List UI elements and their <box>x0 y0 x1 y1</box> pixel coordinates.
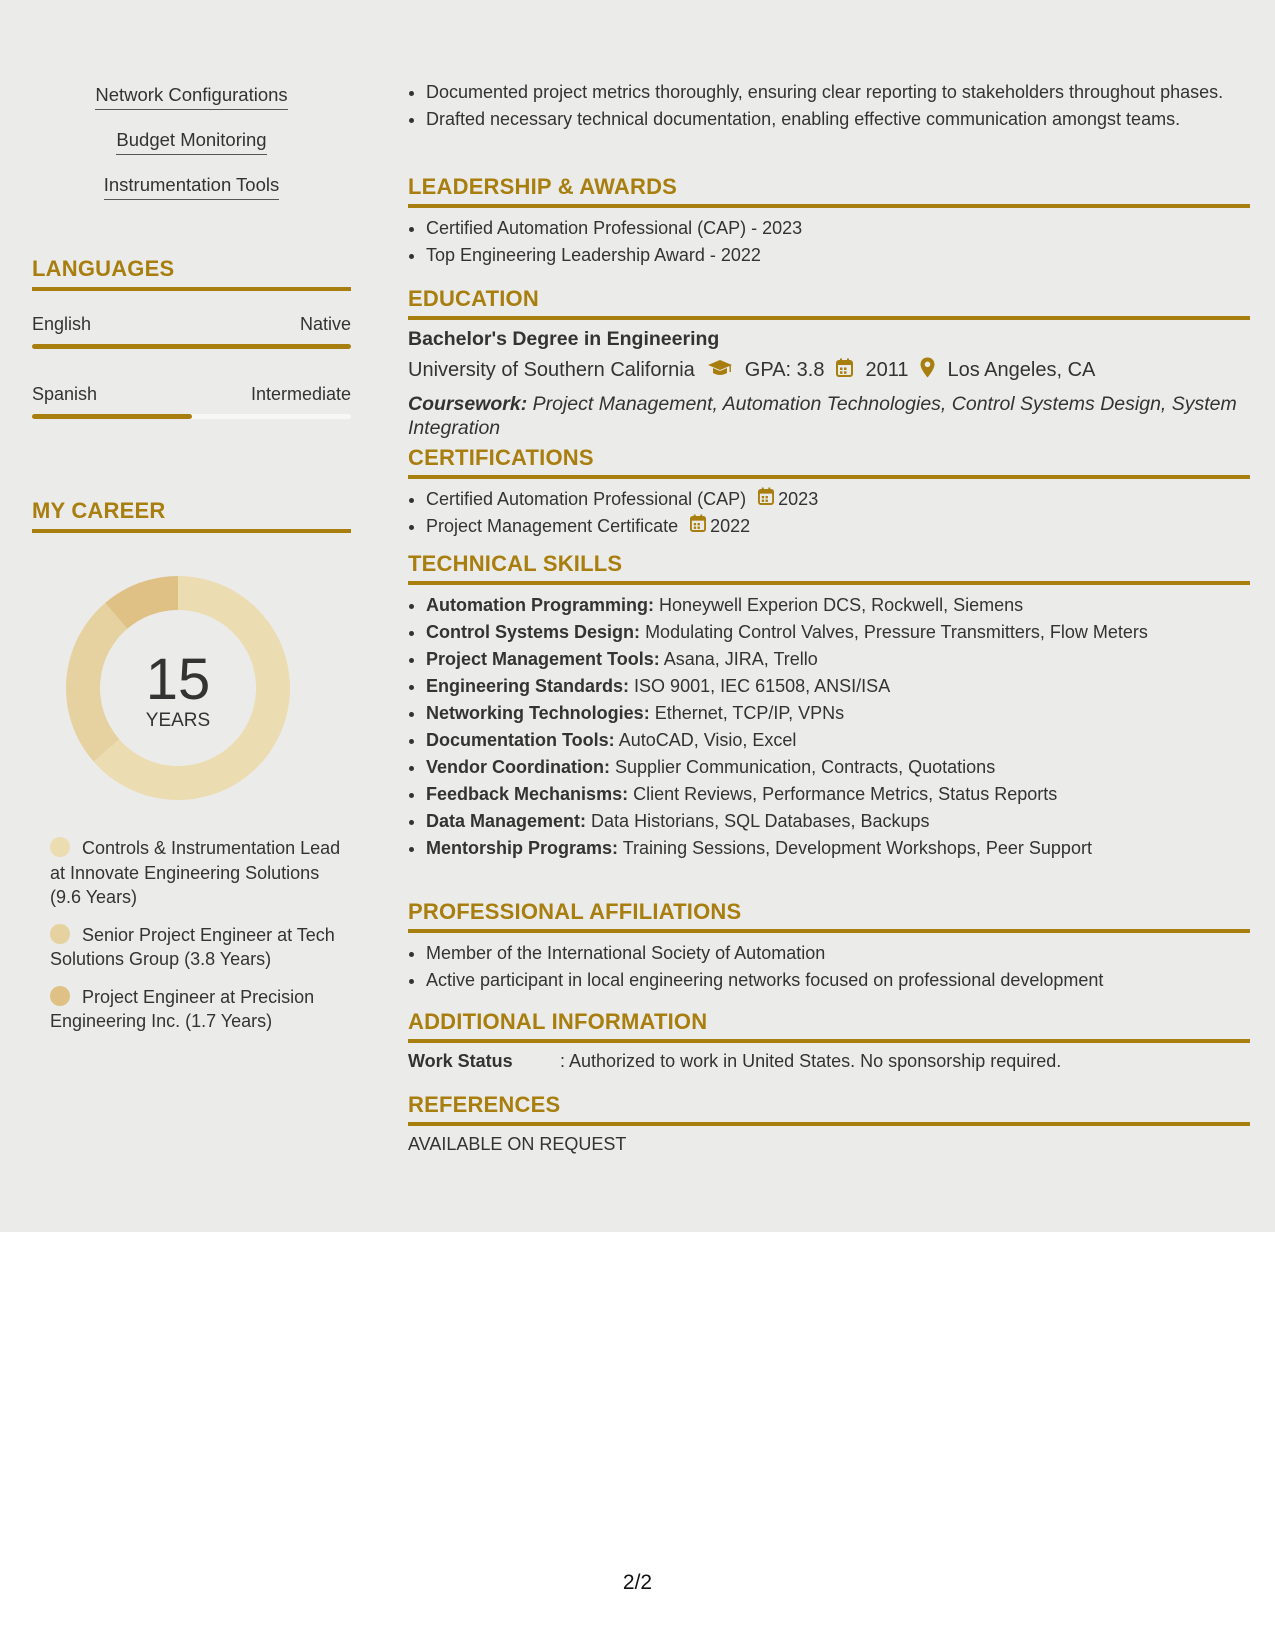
certification-item <box>426 514 1250 539</box>
experience-continued <box>408 80 1250 134</box>
legend-dot <box>50 986 70 1006</box>
skill-category: Feedback Mechanisms: <box>426 784 629 804</box>
technical-skill-item <box>426 836 1250 861</box>
language-name: English <box>32 314 92 334</box>
technical-skill-item <box>426 782 1250 807</box>
section-heading: PROFESSIONAL AFFILIATIONS <box>408 899 1250 933</box>
skill-values: Training Sessions, Development Workshops, Peer Support <box>622 838 1092 858</box>
skill-values: Modulating Control Valves, Pressure Transmitters, Flow Meters <box>645 622 1148 642</box>
affiliations-section <box>408 899 1250 995</box>
language-level: Native <box>299 314 351 334</box>
skill-category: Project Management Tools: <box>426 649 660 669</box>
skill-tag: Instrumentation Tools <box>104 174 280 200</box>
language-spanish <box>32 384 351 419</box>
skill-values: Client Reviews, Performance Metrics, Status Reports <box>633 784 1058 804</box>
language-english <box>32 314 351 349</box>
education-details <box>408 357 1250 384</box>
additional-information-section <box>408 1009 1250 1072</box>
calendar-icon <box>690 514 710 539</box>
language-proficiency-fill <box>32 344 351 349</box>
skill-tag: Network Configurations <box>95 84 287 110</box>
technical-skill-item <box>426 728 1250 753</box>
career-legend-label: Project Engineer at Precision Engineering Inc. (1.7 Years) <box>50 986 315 1031</box>
career-legend-label: Controls & Instrumentation Lead at Innovate Engineering Solutions (9.6 Years) <box>50 838 341 907</box>
skill-category: Vendor Coordination: <box>426 757 610 777</box>
skill-values: ISO 9001, IEC 61508, ANSI/ISA <box>634 676 891 696</box>
affiliation-item: • Active participant in local engineering networks focused on professional development <box>426 968 1250 993</box>
work-status-value: : Authorized to work in United States. No sponsorship required. <box>560 1051 1062 1071</box>
skill-category: Automation Programming: <box>426 595 654 615</box>
section-heading: TECHNICAL SKILLS <box>408 551 1250 585</box>
language-level: Intermediate <box>250 384 351 404</box>
award-item: • Certified Automation Professional (CAP) - 2023 <box>426 216 1250 241</box>
certification-year: 2023 <box>778 489 819 509</box>
school-name: University of Southern California <box>408 359 695 381</box>
certification-item <box>426 487 1250 512</box>
calendar-icon <box>836 358 853 383</box>
affiliation-item: • Member of the International Society of Automation <box>426 941 1250 966</box>
award-item: • Top Engineering Leadership Award - 2022 <box>426 243 1250 268</box>
skill-values: AutoCAD, Visio, Excel <box>618 730 797 750</box>
career-total <box>66 576 290 800</box>
skill-values: Data Historians, SQL Databases, Backups <box>591 811 930 831</box>
skill-values: Supplier Communication, Contracts, Quotations <box>615 757 996 777</box>
coursework-list: Project Management, Automation Technologies, Control Systems Design, System Integration <box>408 393 1237 439</box>
technical-skill-item <box>426 809 1250 834</box>
certifications-section <box>408 445 1250 541</box>
certification-name: Certified Automation Professional (CAP) <box>426 489 747 509</box>
career-legend-label: Senior Project Engineer at Tech Solutions Group (3.8 Years) <box>50 924 335 969</box>
graduation-cap-icon <box>707 359 733 383</box>
legend-dot <box>50 837 70 857</box>
education-section <box>408 286 1250 440</box>
coursework-label: Coursework: <box>408 393 528 415</box>
technical-skill-item <box>426 755 1250 780</box>
section-heading: EDUCATION <box>408 286 1250 320</box>
section-heading: REFERENCES <box>408 1092 1250 1126</box>
location-pin-icon <box>920 357 935 384</box>
career-total-unit: YEARS <box>145 710 211 731</box>
skill-category: Data Management: <box>426 811 587 831</box>
page-number: 2/2 <box>622 1571 653 1594</box>
skill-category: Mentorship Programs: <box>426 838 619 858</box>
language-proficiency-bar <box>32 344 351 349</box>
skill-category: Control Systems Design: <box>426 622 641 642</box>
technical-skill-item <box>426 593 1250 618</box>
language-proficiency-fill <box>32 414 192 419</box>
work-status <box>408 1051 1250 1072</box>
technical-skill-item <box>426 701 1250 726</box>
coursework <box>408 392 1250 440</box>
language-name: Spanish <box>32 384 98 404</box>
leadership-section <box>408 174 1250 270</box>
language-proficiency-bar <box>32 414 351 419</box>
technical-skills-section <box>408 551 1250 863</box>
gpa: GPA: 3.8 <box>744 359 825 381</box>
graduation-year: 2011 <box>865 359 909 381</box>
career-legend <box>50 836 350 1047</box>
references-text: AVAILABLE ON REQUEST <box>408 1134 627 1154</box>
skill-tag: Budget Monitoring <box>116 129 266 155</box>
skills-tag-list <box>32 84 351 219</box>
languages-heading: LANGUAGES <box>32 256 351 291</box>
section-heading: ADDITIONAL INFORMATION <box>408 1009 1250 1043</box>
section-heading: LEADERSHIP & AWARDS <box>408 174 1250 208</box>
degree-title: Bachelor's Degree in Engineering <box>408 328 720 350</box>
skill-category: Documentation Tools: <box>426 730 615 750</box>
experience-bullet: • Documented project metrics thoroughly, ensuring clear reporting to stakeholders throughout phases. <box>426 80 1250 105</box>
experience-bullet: • Drafted necessary technical documentation, enabling effective communication amongst teams. <box>426 107 1250 132</box>
skill-category: Engineering Standards: <box>426 676 630 696</box>
career-total-number: 15 <box>145 647 211 712</box>
skill-values: Honeywell Experion DCS, Rockwell, Siemens <box>659 595 1024 615</box>
references-section <box>408 1092 1250 1155</box>
section-heading: CERTIFICATIONS <box>408 445 1250 479</box>
skill-values: Asana, JIRA, Trello <box>663 649 818 669</box>
career-heading: MY CAREER <box>32 498 351 533</box>
skill-category: Networking Technologies: <box>426 703 650 723</box>
certification-year: 2022 <box>710 516 751 536</box>
career-legend-item <box>50 836 350 910</box>
technical-skill-item <box>426 620 1250 645</box>
skill-values: Ethernet, TCP/IP, VPNs <box>654 703 845 723</box>
technical-skill-item <box>426 674 1250 699</box>
calendar-icon <box>758 487 778 512</box>
work-status-label: Work Status <box>408 1051 513 1071</box>
career-legend-item <box>50 985 350 1034</box>
certification-name: Project Management Certificate <box>426 516 679 536</box>
career-legend-item <box>50 923 350 972</box>
technical-skill-item <box>426 647 1250 672</box>
legend-dot <box>50 924 70 944</box>
school-location: Los Angeles, CA <box>947 359 1096 381</box>
